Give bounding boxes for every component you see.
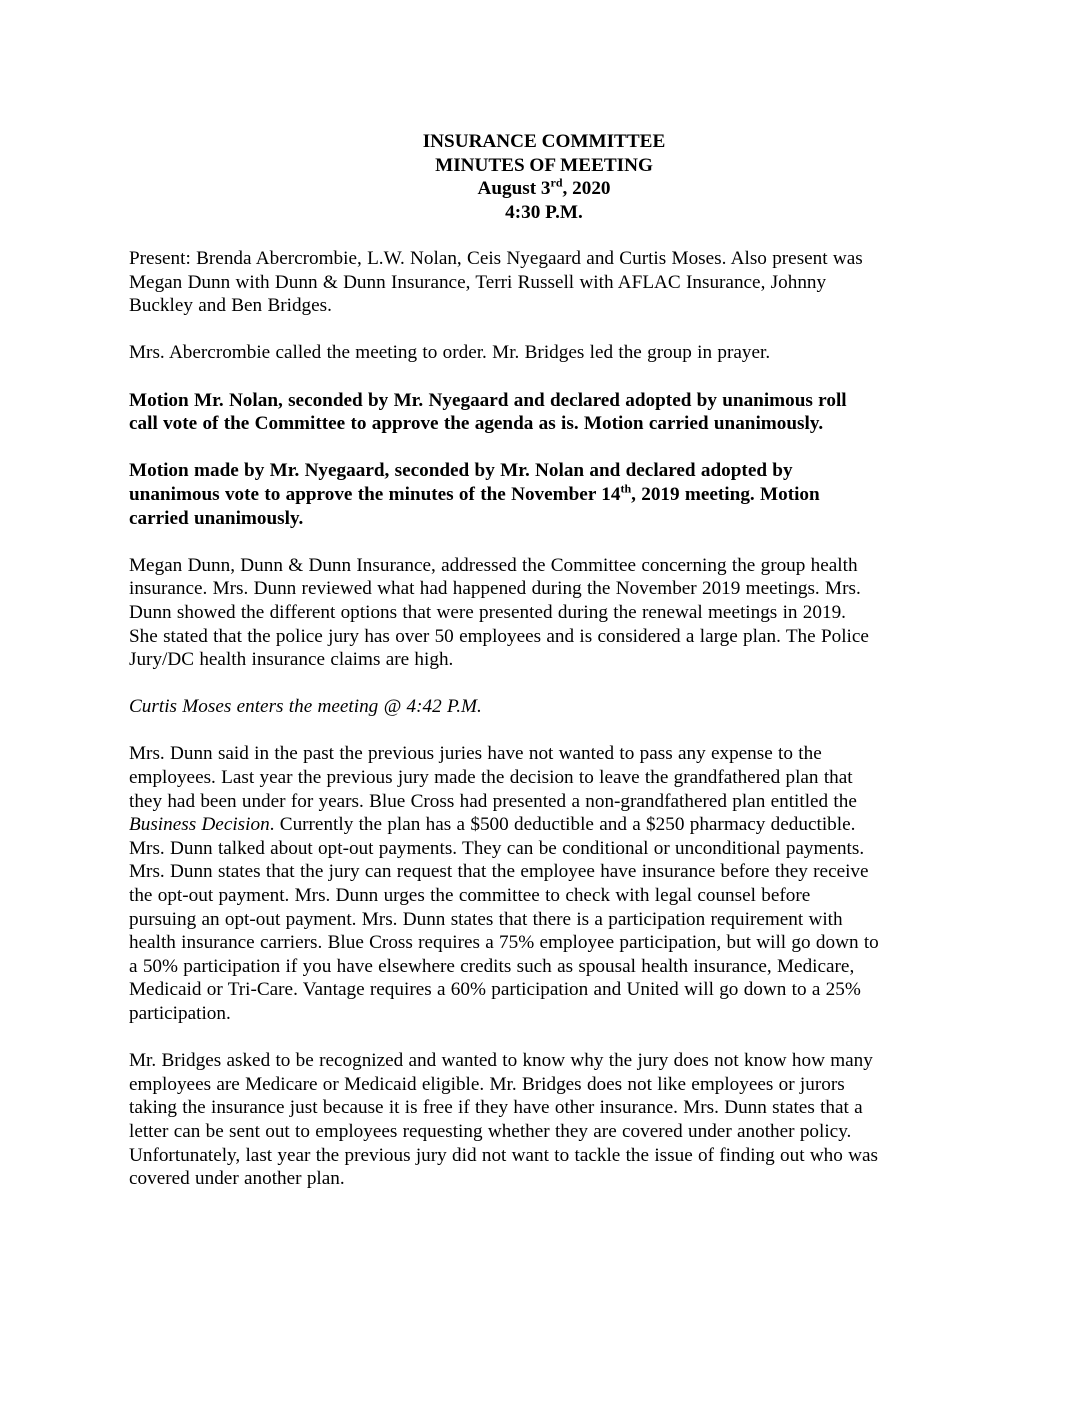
motion-minutes-line bbox=[129, 483, 959, 507]
dunn-details-line: Medicaid or Tri-Care. Vantage requires a 60% participation and United will go down to a 25% bbox=[129, 979, 861, 1001]
bridges-line: Unfortunately, last year the previous jury did not want to tackle the issue of finding out who was bbox=[129, 1144, 879, 1166]
dunn-details-line: employees. Last year the previous jury made the decision to leave the grandfathered plan that bbox=[129, 767, 853, 789]
header-subtitle: MINUTES OF MEETING bbox=[435, 154, 653, 176]
moses-enters-line: Curtis Moses enters the meeting @ 4:42 P.M. bbox=[129, 696, 482, 718]
dunn-details-line: health insurance carriers. Blue Cross requires a 75% employee participation, but will go down to bbox=[129, 932, 879, 954]
document-page bbox=[129, 130, 959, 1214]
bridges-line: Mr. Bridges asked to be recognized and wanted to know why the jury does not know how many bbox=[129, 1050, 873, 1072]
dunn-details-paragraph bbox=[129, 742, 959, 1025]
header-date-suffix: , 2020 bbox=[562, 178, 611, 199]
attendance-paragraph bbox=[129, 247, 959, 318]
dunn-details-line: participation. bbox=[129, 1003, 231, 1024]
header-date-prefix: August 3 bbox=[477, 178, 551, 199]
dunn-intro-paragraph bbox=[129, 554, 959, 672]
header-time: 4:30 P.M. bbox=[505, 201, 583, 223]
dunn-intro-line: insurance. Mrs. Dunn reviewed what had happened during the November 2019 meetings. Mrs. bbox=[129, 578, 861, 600]
bridges-line: covered under another plan. bbox=[129, 1168, 345, 1190]
motion-minutes-line: carried unanimously. bbox=[129, 507, 304, 529]
moses-enters-note bbox=[129, 695, 959, 719]
dunn-details-line: Mrs. Dunn talked about opt-out payments. They can be conditional or unconditional payments. bbox=[129, 837, 865, 859]
dunn-intro-line: She stated that the police jury has over 50 employees and is considered a large plan. The Police bbox=[129, 625, 869, 647]
call-to-order-paragraph bbox=[129, 341, 959, 365]
bridges-paragraph bbox=[129, 1049, 959, 1191]
motion-agenda-paragraph bbox=[129, 389, 959, 436]
dunn-details-line bbox=[129, 813, 959, 837]
attendance-line: Megan Dunn with Dunn & Dunn Insurance, Terri Russell with AFLAC Insurance, Johnny bbox=[129, 271, 827, 293]
motion-agenda-line: call vote of the Committee to approve the agenda as is. Motion carried unanimously. bbox=[129, 413, 824, 435]
bridges-line: letter can be sent out to employees requesting whether they are covered under another policy. bbox=[129, 1120, 852, 1142]
dunn-details-line: Mrs. Dunn states that the jury can request that the employee have insurance before they receive bbox=[129, 861, 869, 883]
bridges-line: employees are Medicare or Medicaid eligible. Mr. Bridges does not like employees or jurors bbox=[129, 1073, 845, 1095]
header-date-superscript: rd bbox=[550, 175, 563, 190]
attendance-line: Buckley and Ben Bridges. bbox=[129, 295, 332, 317]
dunn-details-line: pursuing an opt-out payment. Mrs. Dunn states that there is a participation requirement with bbox=[129, 908, 843, 930]
dunn-details-line: the opt-out payment. Mrs. Dunn urges the committee to check with legal counsel before bbox=[129, 885, 811, 907]
dunn-details-line: Mrs. Dunn said in the past the previous juries have not wanted to pass any expense to the bbox=[129, 743, 822, 765]
document-header bbox=[129, 130, 959, 224]
motion-minutes-paragraph bbox=[129, 459, 959, 530]
motion-agenda-line: Motion Mr. Nolan, seconded by Mr. Nyegaard and declared adopted by unanimous roll bbox=[129, 389, 847, 411]
call-to-order-line: Mrs. Abercrombie called the meeting to order. Mr. Bridges led the group in prayer. bbox=[129, 342, 771, 364]
plan-name-italic: Business Decision bbox=[129, 814, 270, 836]
header-title: INSURANCE COMMITTEE bbox=[422, 131, 666, 152]
motion-minutes-text: unanimous vote to approve the minutes of the November 14 bbox=[129, 483, 621, 505]
dunn-intro-line: Megan Dunn, Dunn & Dunn Insurance, addressed the Committee concerning the group health bbox=[129, 554, 858, 576]
dunn-details-text: . Currently the plan has a $500 deductible and a $250 pharmacy deductible. bbox=[269, 814, 856, 836]
motion-minutes-line: Motion made by Mr. Nyegaard, seconded by Mr. Nolan and declared adopted by bbox=[129, 460, 793, 482]
dunn-intro-line: Dunn showed the different options that were presented during the renewal meetings in 2019. bbox=[129, 601, 846, 623]
bridges-line: taking the insurance just because it is free if they have other insurance. Mrs. Dunn states that a bbox=[129, 1097, 863, 1119]
dunn-details-line: a 50% participation if you have elsewhere credits such as spousal health insurance, Medicare, bbox=[129, 955, 855, 977]
attendance-line: Present: Brenda Abercrombie, L.W. Nolan, Ceis Nyegaard and Curtis Moses. Also present was bbox=[129, 248, 863, 269]
dunn-intro-line: Jury/DC health insurance claims are high. bbox=[129, 649, 454, 671]
motion-minutes-text: , 2019 meeting. Motion bbox=[631, 483, 820, 505]
header-date bbox=[129, 177, 959, 201]
motion-minutes-superscript: th bbox=[620, 481, 632, 496]
dunn-details-line: they had been under for years. Blue Cross had presented a non-grandfathered plan entitled the bbox=[129, 790, 857, 812]
